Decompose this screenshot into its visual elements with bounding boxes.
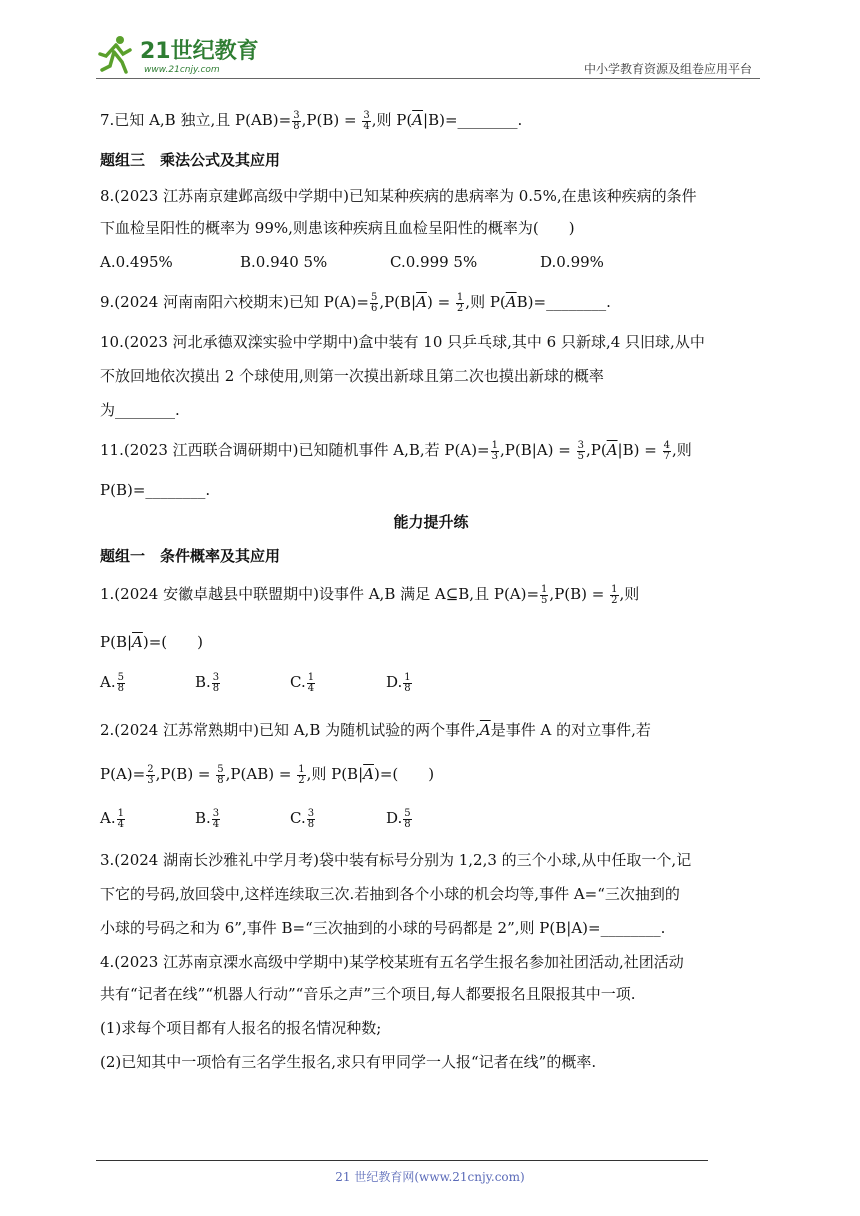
problem-2-line-2: P(A)= $\frac{2}{3}$ ,P(B) = $\frac{5}{8}$ ,P(AB) = $\frac{1}{2}$ ,则 $P(B|\overline{A})=$( ) [100,763,435,786]
footer-divider [96,1160,708,1161]
question-9: 9.(2024 河南南阳六校期末)已知 P(A)= $\frac{5}{6}$ $,P(B|\overline{A})$ = $\frac{1}{2}$ ,则 $P(\overline{A}B)=\_\_\_\_\_\_\_\_$. [100,291,611,314]
option-a: A. $\frac{1}{4}$ [100,807,124,830]
logo-21cnjy [96,32,266,76]
problem-4-line-2: 共有“记者在线”“机器人行动”“音乐之声”三个项目,每人都要报名且限报其中一项. [100,985,636,1003]
option-c: C. $\frac{3}{8}$ [290,807,315,830]
question-10-line-3: 为________. [100,401,180,419]
question-8-options [100,252,762,272]
problem-1-line-1: 1.(2024 安徽卓越县中联盟期中)设事件 A,B 满足 A⊆B,且 P(A)= $\frac{1}{5}$ ,P(B) = $\frac{1}{2}$ ,则 [100,583,640,606]
option-c: C.0.999 5% [390,253,478,271]
group-3-title: 题组三 乘法公式及其应用 [100,151,281,169]
option-d: D. $\frac{5}{8}$ [386,807,411,830]
problem-2-options [100,808,762,832]
question-11-line-1: 11.(2023 江西联合调研期中)已知随机事件 A,B,若 P(A)= $\frac{1}{3}$ ,P(B|A) = $\frac{3}{5}$ $,P(\overline{A}|B)$ = $\frac{4}{7}$ ,则 [100,439,692,462]
option-b: B. $\frac{3}{4}$ [195,807,220,830]
question-8-line-1: 8.(2023 江苏南京建邺高级中学期中)已知某种疾病的患病率为 0.5%,在患该种疾病的条件 [100,187,697,205]
option-c: C. $\frac{1}{4}$ [290,671,315,694]
problem-4-line-1: 4.(2023 江苏南京溧水高级中学期中)某学校某班有五名学生报名参加社团活动,社团活动 [100,953,684,971]
problem-3-line-3: 小球的号码之和为 6”,事件 B=“三次抽到的小球的号码都是 2”,则 P(B|A)=________. [100,919,666,937]
svg-text:21世纪教育: 21世纪教育 [140,39,259,64]
svg-text:www.21cnjy.com: www.21cnjy.com [144,65,220,75]
problem-4-part-2: (2)已知其中一项恰有三名学生报名,求只有甲同学一人报“记者在线”的概率. [100,1053,597,1071]
option-a: A.0.495% [100,253,173,271]
option-b: B.0.940 5% [240,253,328,271]
page-header [96,28,760,80]
question-10-line-2: 不放回地依次摸出 2 个球使用,则第一次摸出新球且第二次也摸出新球的概率 [100,367,604,385]
question-11-line-2: P(B)=________. [100,481,211,499]
problem-1-line-2: $P(B|\overline{A})=$( ) [100,633,203,651]
option-a: A. $\frac{5}{8}$ [100,671,124,694]
problem-3-line-1: 3.(2024 湖南长沙雅礼中学月考)袋中装有标号分别为 1,2,3 的三个小球,从中任取一个,记 [100,851,692,869]
problem-3-line-2: 下它的号码,放回袋中,这样连续取三次.若抽到各个小球的机会均等,事件 A=“三次抽到的 [100,885,680,903]
option-d: D.0.99% [540,253,604,271]
option-b: B. $\frac{3}{8}$ [195,671,220,694]
option-d: D. $\frac{1}{8}$ [386,671,411,694]
group-1-title: 题组一 条件概率及其应用 [100,547,281,565]
question-8-line-2: 下血检呈阳性的概率为 99%,则患该种疾病且血检呈阳性的概率为( ) [100,219,575,237]
question-7: 7.已知 A,B 独立,且 P(AB)= $\frac{3}{8}$ ,P(B) = $\frac{3}{4}$ ,则 $P(\overline{A}|B)=\_\_\_\_\_\_\_\_$. [100,109,523,132]
problem-4-part-1: (1)求每个项目都有人报名的报名情况种数; [100,1019,382,1037]
page-footer: 21 世纪教育网(www.21cnjy.com) [335,1170,525,1184]
problem-2-line-1: 2.(2024 江苏常熟期中)已知 A,B 为随机试验的两个事件$,\overline{A}$是事件 A 的对立事件,若 [100,721,651,739]
running-figure-icon [100,36,130,72]
problem-1-options [100,672,762,696]
header-divider [96,78,760,79]
platform-name: 中小学教育资源及组卷应用平台 [583,62,752,76]
section-title: 能力提升练 [393,513,469,531]
question-10-line-1: 10.(2023 河北承德双滦实验中学期中)盒中装有 10 只乒乓球,其中 6 只新球,4 只旧球,从中 [100,333,705,351]
